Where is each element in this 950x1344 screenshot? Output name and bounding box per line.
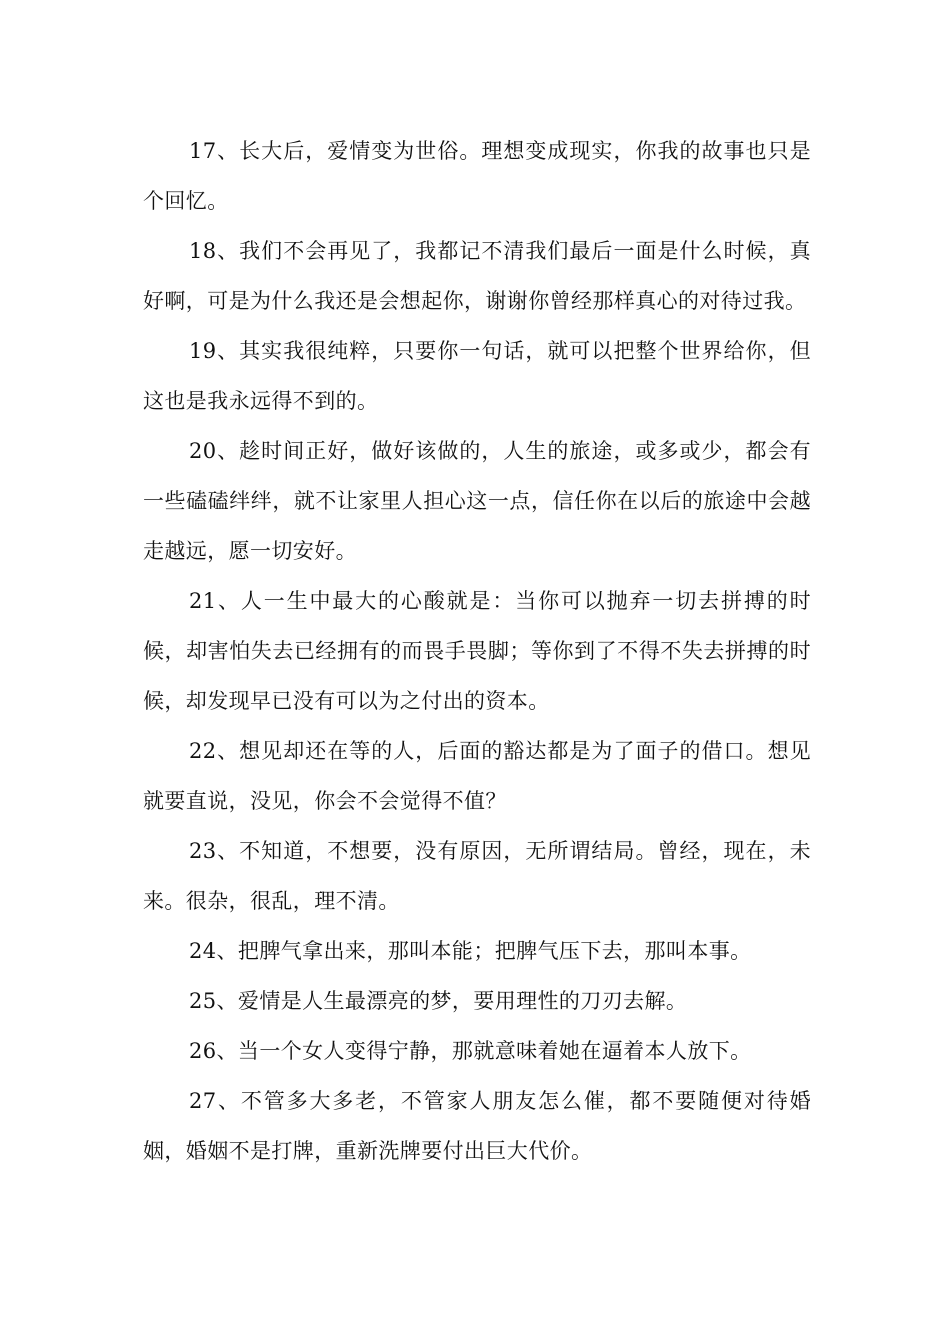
document-body: [143, 126, 811, 1176]
paragraph-19: 19、其实我很纯粹，只要你一句话，就可以把整个世界给你，但这也是我永远得不到的。: [143, 339, 811, 413]
paragraph-23: 23、不知道，不想要，没有原因，无所谓结局。曾经，现在，未来。很杂，很乱，理不清。: [143, 839, 811, 913]
paragraph-22: 22、想见却还在等的人，后面的豁达都是为了面子的借口。想见就要直说，没见，你会不会觉得不值？: [143, 739, 811, 813]
paragraph-21: 21、人一生中最大的心酸就是：当你可以抛弃一切去拼搏的时候，却害怕失去已经拥有的而畏手畏脚；等你到了不得不失去拼搏的时候，却发现早已没有可以为之付出的资本。: [143, 589, 811, 713]
paragraph-18: 18、我们不会再见了，我都记不清我们最后一面是什么时候，真好啊，可是为什么我还是会想起你，谢谢你曾经那样真心的对待过我。: [143, 239, 811, 313]
paragraph-24: 24、把脾气拿出来，那叫本能；把脾气压下去，那叫本事。: [189, 939, 752, 963]
paragraph-25: 25、爱情是人生最漂亮的梦，要用理性的刀刃去解。: [189, 989, 688, 1013]
paragraph-27: 27、不管多大多老，不管家人朋友怎么催，都不要随便对待婚姻，婚姻不是打牌，重新洗牌要付出巨大代价。: [143, 1089, 811, 1163]
paragraph-20: 20、趁时间正好，做好该做的，人生的旅途，或多或少，都会有一些磕磕绊绊，就不让家里人担心这一点，信任你在以后的旅途中会越走越远，愿一切安好。: [143, 439, 811, 563]
paragraph-26: 26、当一个女人变得宁静，那就意味着她在逼着本人放下。: [189, 1039, 752, 1063]
paragraph-17: 17、长大后，爱情变为世俗。理想变成现实，你我的故事也只是个回忆。: [143, 139, 811, 213]
